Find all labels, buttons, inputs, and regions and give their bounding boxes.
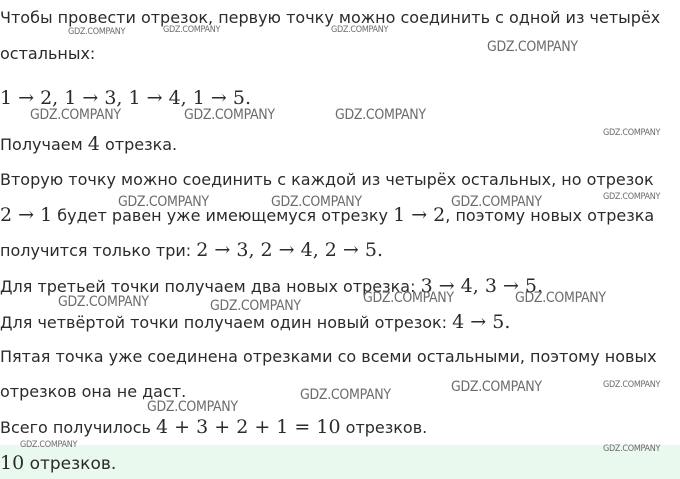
text: будет равен уже имеющемуся отрезку xyxy=(52,206,394,225)
answer xyxy=(0,452,116,475)
watermark: GDZ.COMPANY xyxy=(163,25,221,35)
text: Для четвёртой точки получаем один новый отрезок: xyxy=(0,313,453,332)
watermark: GDZ.COMPANY xyxy=(184,107,275,123)
formula: 1 → 2 xyxy=(393,204,446,226)
watermark: GDZ.COMPANY xyxy=(30,107,121,123)
watermark: GDZ.COMPANY xyxy=(603,128,661,138)
answer-number: 10 xyxy=(0,452,25,474)
number: 4 xyxy=(87,133,100,155)
text: Всего получилось xyxy=(0,418,157,437)
formula: 4 + 3 + 2 + 1 = 10 xyxy=(156,416,341,438)
text: получится только три: xyxy=(0,241,197,260)
watermark: GDZ.COMPANY xyxy=(58,294,149,310)
text: отрезка. xyxy=(99,135,178,154)
formula: 2 → 1 xyxy=(0,204,53,226)
watermark: GDZ.COMPANY xyxy=(603,380,661,390)
solution-count-first xyxy=(0,134,177,155)
formula: 4 → 5. xyxy=(452,311,511,333)
watermark: GDZ.COMPANY xyxy=(451,194,542,210)
text: Для третьей точки получаем два новых отрезка: xyxy=(0,277,421,296)
solution-line-fifth-a: Пятая точка уже соединена отрезками со всеми остальными, поэтому новых xyxy=(0,347,657,366)
solution-line-second-a: Вторую точку можно соединить с каждой из четырёх остальных, но отрезок xyxy=(0,170,654,189)
text: , поэтому новых отрезка xyxy=(445,206,655,225)
watermark: GDZ.COMPANY xyxy=(335,107,426,123)
formula: 2 → 3, 2 → 4, 2 → 5. xyxy=(196,239,384,261)
watermark: GDZ.COMPANY xyxy=(68,27,126,37)
watermark: GDZ.COMPANY xyxy=(451,379,542,395)
watermark: GDZ.COMPANY xyxy=(147,399,238,415)
formula: 3 → 4, 3 → 5. xyxy=(420,275,544,297)
solution-line-fourth xyxy=(0,312,510,333)
formula-first-point: 1 → 2, 1 → 3, 1 → 4, 1 → 5. xyxy=(0,87,251,109)
watermark: GDZ.COMPANY xyxy=(210,298,301,314)
watermark: GDZ.COMPANY xyxy=(603,192,661,202)
solution-line-1: Чтобы провести отрезок, первую точку можно соединить с одной из четырёх xyxy=(0,8,661,27)
watermark: GDZ.COMPANY xyxy=(271,194,362,210)
watermark: GDZ.COMPANY xyxy=(603,444,661,454)
answer-text: отрезков. xyxy=(24,454,117,474)
watermark: GDZ.COMPANY xyxy=(331,25,389,35)
watermark: GDZ.COMPANY xyxy=(20,440,78,450)
watermark: GDZ.COMPANY xyxy=(515,290,606,306)
solution-line-2: остальных: xyxy=(0,44,96,63)
solution-total xyxy=(0,417,427,438)
solution-line-second-c xyxy=(0,240,383,261)
watermark: GDZ.COMPANY xyxy=(118,194,209,210)
watermark: GDZ.COMPANY xyxy=(363,290,454,306)
solution-line-fifth-b: отрезков она не даст. xyxy=(0,382,187,401)
text: Получаем xyxy=(0,135,88,154)
text: отрезков. xyxy=(340,418,428,437)
watermark: GDZ.COMPANY xyxy=(487,39,578,55)
watermark: GDZ.COMPANY xyxy=(300,387,391,403)
